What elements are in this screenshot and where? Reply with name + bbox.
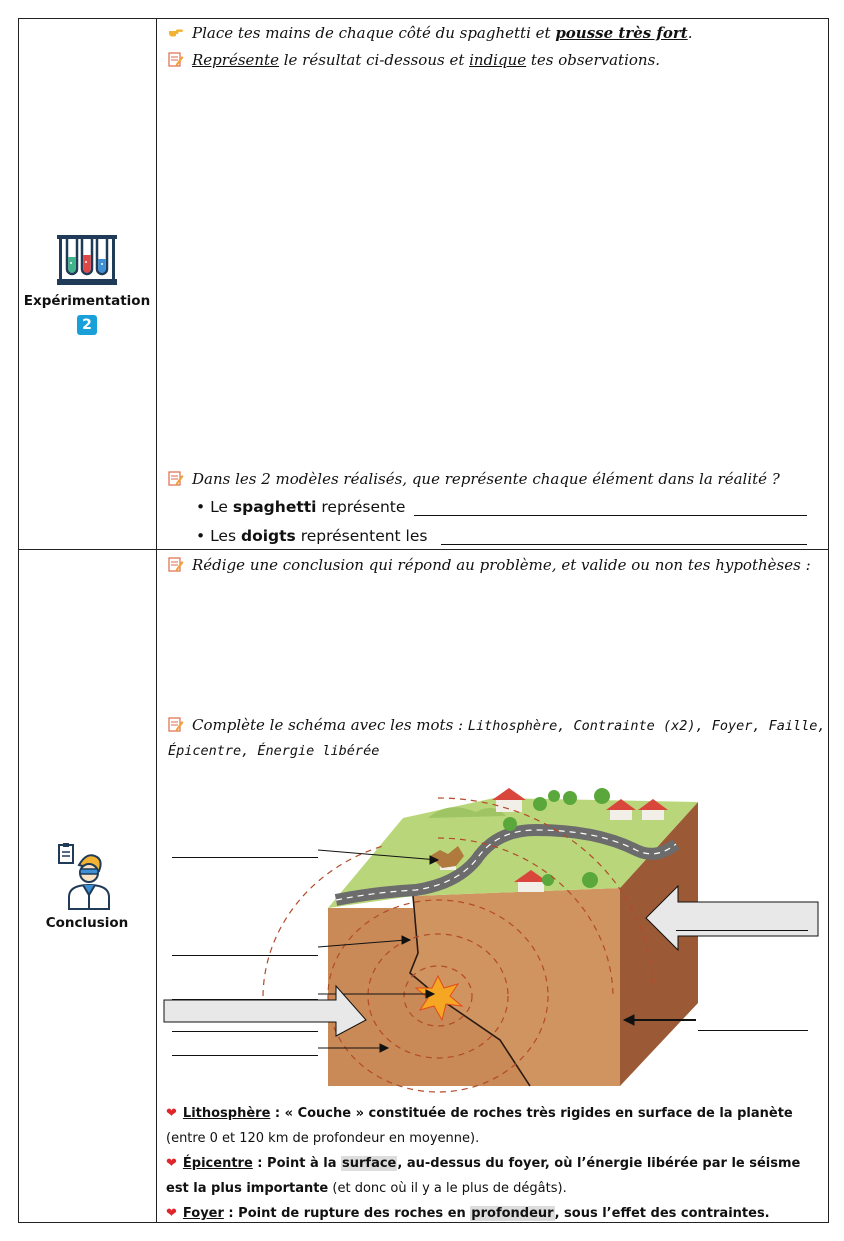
stress-arrow-left — [164, 986, 366, 1036]
epicentre-paren: (et donc où il y a le plus de dégâts). — [328, 1181, 567, 1196]
instruction-push-end: . — [687, 24, 693, 42]
represent-end: tes observations. — [526, 51, 661, 69]
heart-icon: ❤ — [166, 1206, 177, 1221]
bullet-spaghetti-bold: spaghetti — [232, 498, 317, 516]
word-list-line1: Lithosphère, Contrainte (x2), Foyer, Faille, — [467, 718, 826, 734]
pencil-note-icon — [168, 470, 184, 486]
bullet-doigts-post: représentent les — [295, 527, 428, 545]
diagram-label-line-5[interactable] — [172, 1055, 318, 1056]
table-border-right — [828, 18, 829, 1223]
definition-epicentre — [166, 1151, 826, 1201]
house-group — [440, 788, 668, 892]
instruction-push-emphasis: pousse très fort — [555, 24, 688, 42]
conclusion-cell — [18, 550, 156, 1223]
drawing-area[interactable] — [168, 78, 818, 468]
terrain-road-line — [336, 830, 676, 900]
pencil-note-icon — [168, 51, 184, 67]
bullet-doigts-bold: doigts — [240, 527, 296, 545]
worksheet-page — [18, 18, 829, 1223]
bullet-spaghetti-post: représente — [316, 498, 406, 516]
pointing-hand-icon — [168, 24, 184, 40]
foyer-def1: Point de rupture des roches en — [238, 1206, 471, 1221]
block-side-face — [620, 802, 698, 1086]
foyer-highlight: profondeur — [471, 1206, 554, 1221]
epicentre-highlight: surface — [342, 1156, 397, 1171]
epicentre-def1: Point à la — [267, 1156, 342, 1171]
bullet-spaghetti — [196, 498, 405, 516]
indique-emphasis: indique — [469, 51, 527, 69]
foyer-def2: , sous l’effet des contraintes. — [554, 1206, 770, 1221]
heart-icon: ❤ — [166, 1156, 177, 1171]
spaghetti-answer-line[interactable] — [414, 515, 807, 516]
word-list-line2: Épicentre, Énergie libérée — [168, 743, 380, 759]
tree-group — [503, 788, 610, 888]
lithosphere-paren: (entre 0 et 120 km de profondeur en moyenne). — [166, 1131, 480, 1146]
definition-lithosphere — [166, 1101, 826, 1151]
definitions-block — [166, 1101, 826, 1226]
instruction-models-question — [168, 470, 780, 488]
instruction-conclusion — [168, 556, 811, 574]
experimentation-cell — [18, 18, 156, 549]
diagram-label-line-2[interactable] — [172, 955, 318, 956]
experimentation-label: Expérimentation — [23, 292, 151, 309]
epicentre-term: Épicentre — [182, 1156, 253, 1171]
block-front-left — [328, 908, 530, 1086]
diagram-label-line-6[interactable] — [698, 1030, 808, 1031]
fault-line — [410, 896, 530, 1086]
heart-icon: ❤ — [166, 1106, 177, 1121]
bullet-doigts-pre: • Les — [196, 527, 241, 545]
pencil-note-icon — [168, 556, 184, 572]
label-pointer-arrows — [318, 850, 696, 1052]
instruction-push-text: Place tes mains de chaque côté du spaghetti et — [192, 24, 556, 42]
foyer-sep: : — [223, 1206, 239, 1221]
represent-emphasis: Représente — [192, 51, 279, 69]
instruction-represent — [168, 51, 660, 69]
epicentre-sep: : — [252, 1156, 268, 1171]
conclusion-label: Conclusion — [45, 914, 129, 931]
instruction-push — [168, 24, 692, 42]
definition-foyer — [166, 1201, 826, 1226]
conclusion-instruction-text: Rédige une conclusion qui répond au problème, et valide ou non tes hypothèses : — [192, 556, 811, 574]
bullet-spaghetti-pre: • Le — [196, 498, 233, 516]
terrain-road — [336, 830, 676, 900]
models-question-text: Dans les 2 modèles réalisés, que représente chaque élément dans la réalité ? — [192, 470, 780, 488]
table-column-divider — [156, 18, 157, 1223]
lithosphere-def: « Couche » constituée de roches très rigides en surface de la planète — [284, 1106, 793, 1121]
conclusion-writing-area[interactable] — [168, 583, 818, 708]
block-top-grass — [328, 798, 698, 908]
terrain-hill — [428, 807, 506, 818]
epicentre-def2: , au-dessus du foyer, où l’énergie libérée par le séisme est la plus importante — [166, 1156, 801, 1196]
lithosphere-term: Lithosphère — [182, 1106, 271, 1121]
diagram-label-line-right-arrow[interactable] — [676, 930, 808, 931]
diagram-label-line-4[interactable] — [172, 1031, 318, 1032]
stress-arrow-right — [646, 886, 818, 950]
experiment-number-badge: 2 — [77, 315, 97, 335]
terrain-rubble — [430, 846, 464, 868]
bullet-doigts — [196, 527, 427, 545]
pencil-note-icon — [168, 716, 184, 732]
diagram-label-line-3[interactable] — [172, 999, 318, 1000]
diagram-label-line-1[interactable] — [172, 857, 318, 858]
seismic-waves — [263, 798, 653, 1092]
test-tubes-icon — [55, 233, 119, 289]
focus-star — [416, 976, 462, 1020]
represent-text: le résultat ci-dessous et — [278, 51, 470, 69]
complete-diagram-text: Complète le schéma avec les mots : — [192, 716, 468, 734]
lithosphere-sep: : — [270, 1106, 285, 1121]
foyer-term: Foyer — [182, 1206, 224, 1221]
doigts-answer-line[interactable] — [441, 544, 807, 545]
scientist-icon — [55, 843, 119, 911]
block-front-right — [410, 888, 620, 1086]
instruction-complete-diagram — [168, 716, 826, 734]
